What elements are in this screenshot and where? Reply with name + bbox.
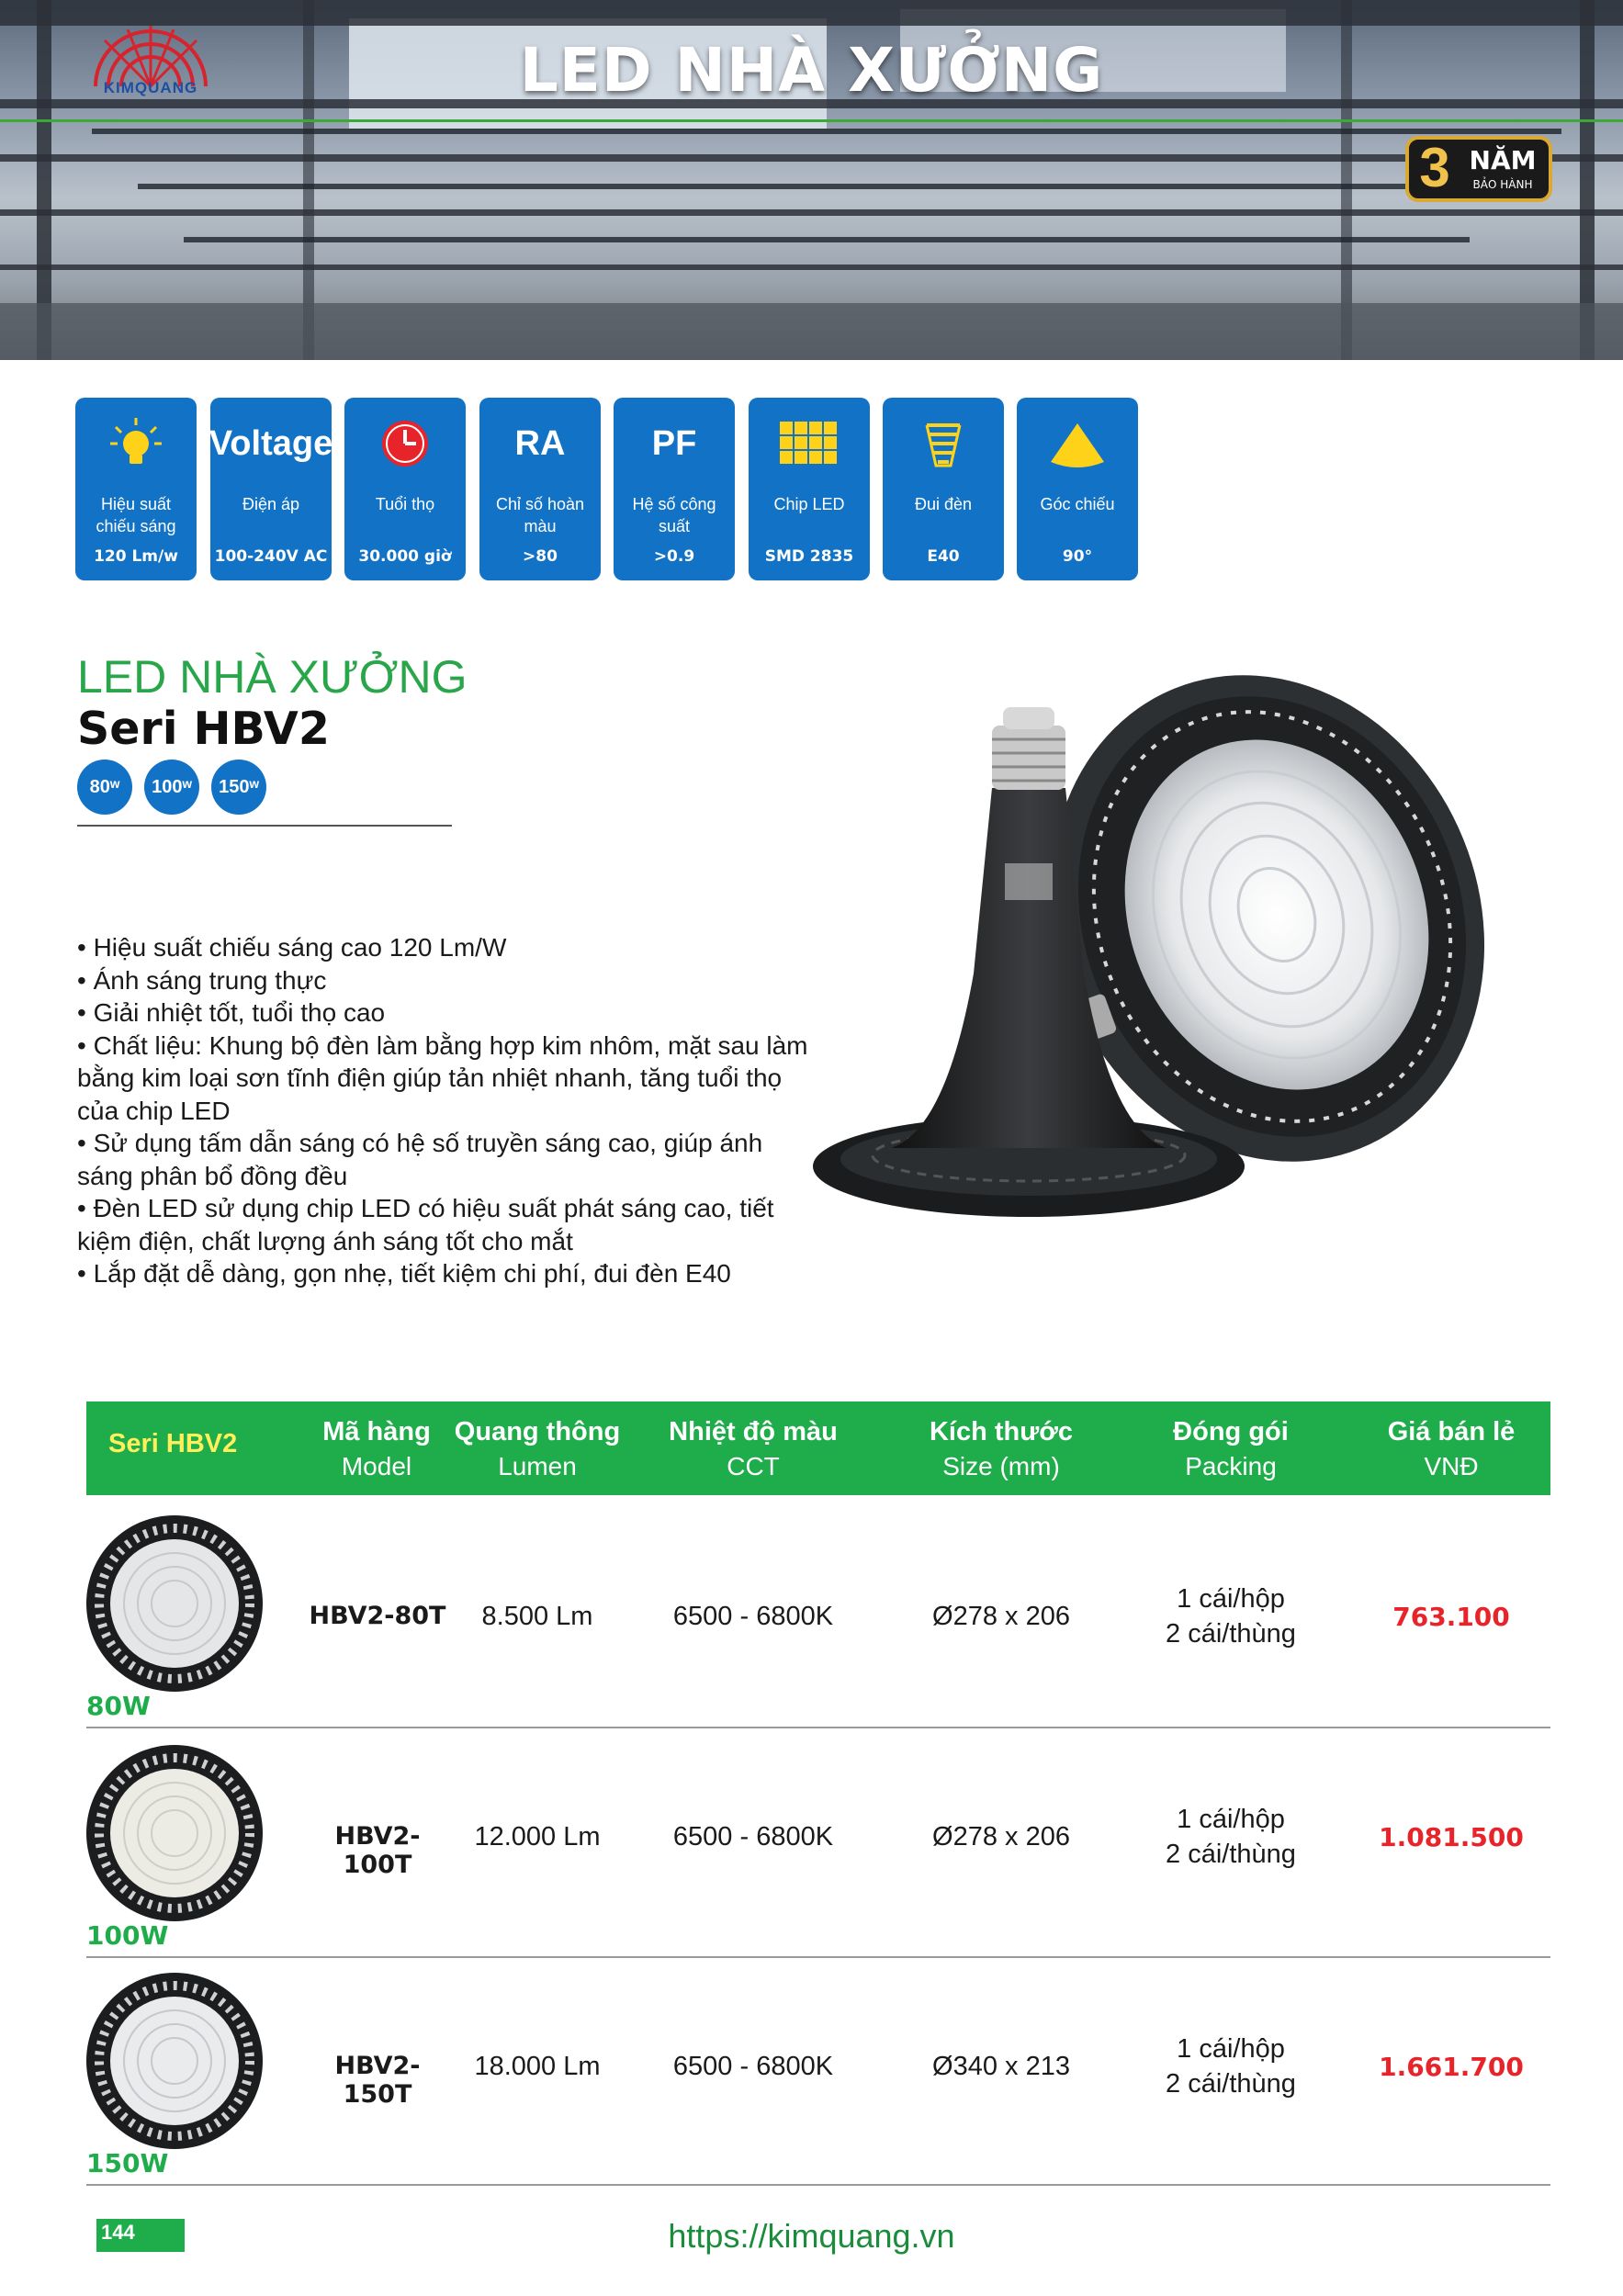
cell-model: HBV2-80T [309, 1602, 446, 1630]
product-thumbnail [85, 1971, 265, 2151]
cell-size: Ø278 x 206 [932, 1602, 1070, 1631]
header-size [909, 1414, 1093, 1484]
spec-card-efficiency [75, 398, 197, 580]
spec-value: >80 [523, 547, 558, 566]
cell-price: 1.081.500 [1379, 1822, 1524, 1852]
header-line2: VNĐ [1424, 1452, 1479, 1480]
header-line2: CCT [727, 1452, 780, 1480]
spec-label: Chip LED [773, 495, 845, 513]
bulb-icon [75, 409, 197, 478]
header-line1: Quang thông [454, 1417, 621, 1446]
feature-item: • Đèn LED sử dụng chip LED có hiệu suất phát sáng cao, tiết kiệm điện, chất lượng ánh sáng tốt cho mắt [77, 1194, 774, 1255]
ra-icon-text: RA [514, 423, 566, 463]
row-wattage: 150W [86, 2148, 169, 2178]
row-wattage: 80W [86, 1691, 151, 1721]
voltage-icon [210, 409, 332, 478]
clock-icon [344, 409, 466, 478]
feature-item: • Giải nhiệt tốt, tuổi thọ cao [77, 998, 386, 1027]
header-lumen [445, 1414, 629, 1484]
product-series: Seri HBV2 [77, 703, 330, 755]
spec-label: Góc chiếu [1040, 495, 1115, 513]
spec-value: SMD 2835 [764, 547, 854, 566]
cell-model: HBV2-100T [334, 1822, 421, 1879]
spec-card-beam-angle [1017, 398, 1138, 580]
wattage-badge: 80ʷ [77, 760, 132, 815]
header-line1: Đóng gói [1173, 1417, 1289, 1446]
header-line1: Nhiệt độ màu [669, 1417, 838, 1446]
spec-value: 120 Lm/w [94, 547, 178, 566]
cell-size: Ø340 x 213 [932, 2052, 1070, 2081]
spec-label: Tuổi thọ [375, 495, 435, 513]
row-divider [86, 1956, 1550, 1958]
cell-packing [1139, 1581, 1323, 1651]
cell-packing [1139, 1802, 1323, 1872]
spec-card-chip [749, 398, 870, 580]
header-price [1359, 1414, 1543, 1484]
feature-list [77, 931, 812, 1290]
spec-label: Hệ số công suất [632, 495, 716, 535]
table-series-label: Seri HBV2 [108, 1429, 238, 1458]
socket-icon [883, 409, 1004, 478]
cell-cct: 6500 - 6800K [672, 1822, 834, 1851]
warranty-word: NĂM [1469, 145, 1537, 175]
packing-line: 2 cái/thùng [1166, 1840, 1296, 1869]
feature-item: • Chất liệu: Khung bộ đèn làm bằng hợp kim nhôm, mặt sau làm bằng kim loại sơn tĩnh điện giúp tản nhiệt nhanh, tăng tuổi thọ của chip LED [77, 1030, 808, 1125]
cell-price: 1.661.700 [1379, 2052, 1524, 2082]
wattage-badge: 150ʷ [211, 760, 266, 815]
spec-value: 30.000 giờ [358, 547, 452, 566]
spec-value: 100-240V AC [214, 547, 328, 566]
pf-icon-text: PF [651, 423, 697, 463]
spec-label: Đui đèn [914, 495, 973, 513]
cell-size: Ø278 x 206 [932, 1822, 1070, 1851]
header-packing [1139, 1414, 1323, 1484]
product-image [808, 670, 1516, 1295]
header-line2: Lumen [498, 1452, 577, 1480]
warranty-number: 3 [1419, 137, 1450, 198]
row-divider [86, 2184, 1550, 2186]
voltage-icon-text: Voltage [209, 423, 333, 463]
cell-lumen: 8.500 Lm [481, 1602, 593, 1631]
packing-line: 1 cái/hộp [1177, 2034, 1285, 2064]
cell-cct: 6500 - 6800K [672, 2052, 834, 2081]
spec-value: E40 [927, 547, 960, 566]
feature-item: • Hiệu suất chiếu sáng cao 120 Lm/W [77, 933, 507, 962]
title-rule [0, 119, 1623, 122]
packing-line: 1 cái/hộp [1177, 1584, 1285, 1614]
spec-card-socket [883, 398, 1004, 580]
wattage-badge: 100ʷ [144, 760, 199, 815]
cell-price: 763.100 [1392, 1602, 1510, 1632]
spec-value: 90° [1062, 547, 1093, 566]
packing-line: 1 cái/hộp [1177, 1805, 1285, 1834]
row-wattage: 100W [86, 1920, 169, 1951]
product-thumbnail [85, 1514, 265, 1694]
cell-lumen: 12.000 Lm [474, 1822, 601, 1851]
feature-item: • Ánh sáng trung thực [77, 965, 327, 995]
spec-label: Hiệu suất chiếu sáng [96, 495, 176, 535]
logo-text: KIMQUANG [103, 79, 198, 96]
spec-label: Chỉ số hoàn màu [495, 495, 585, 535]
spec-label: Điện áp [242, 495, 300, 513]
pf-icon [614, 409, 735, 478]
product-thumbnail [85, 1743, 265, 1923]
page-number: 144 [101, 2221, 135, 2244]
spec-card-lifetime [344, 398, 466, 580]
spec-card-ra [479, 398, 601, 580]
feature-item: • Lắp đặt dễ dàng, gọn nhẹ, tiết kiệm chi phí, đui đèn E40 [77, 1259, 731, 1288]
header-line2: Size (mm) [942, 1452, 1060, 1480]
beam-angle-icon [1017, 409, 1138, 478]
website-link[interactable]: https://kimquang.vn [668, 2217, 955, 2255]
header-line1: Mã hàng [322, 1417, 431, 1446]
ra-icon [479, 409, 601, 478]
header-model [308, 1414, 445, 1484]
packing-line: 2 cái/thùng [1166, 1619, 1296, 1649]
spec-card-pf [614, 398, 735, 580]
page-title: LED NHÀ XƯỞNG [519, 35, 1104, 106]
header-line2: Model [341, 1452, 412, 1480]
header-line1: Giá bán lẻ [1387, 1417, 1516, 1446]
header-line2: Packing [1185, 1452, 1277, 1480]
spec-card-voltage [210, 398, 332, 580]
cell-cct: 6500 - 6800K [672, 1602, 834, 1631]
cell-model: HBV2-150T [334, 2052, 421, 2109]
spec-value: >0.9 [653, 547, 695, 566]
heading-divider [77, 825, 452, 827]
product-title: LED NHÀ XƯỞNG [77, 651, 468, 703]
packing-line: 2 cái/thùng [1166, 2069, 1296, 2099]
feature-item: • Sử dụng tấm dẫn sáng có hệ số truyền sáng cao, giúp ánh sáng phân bổ đồng đều [77, 1129, 763, 1190]
warranty-sub: BẢO HÀNH [1472, 178, 1533, 191]
header-line1: Kích thước [929, 1417, 1074, 1446]
chip-grid-icon [749, 409, 870, 478]
cell-packing [1139, 2032, 1323, 2101]
cell-lumen: 18.000 Lm [474, 2052, 601, 2081]
row-divider [86, 1727, 1550, 1728]
header-cct [652, 1414, 854, 1484]
